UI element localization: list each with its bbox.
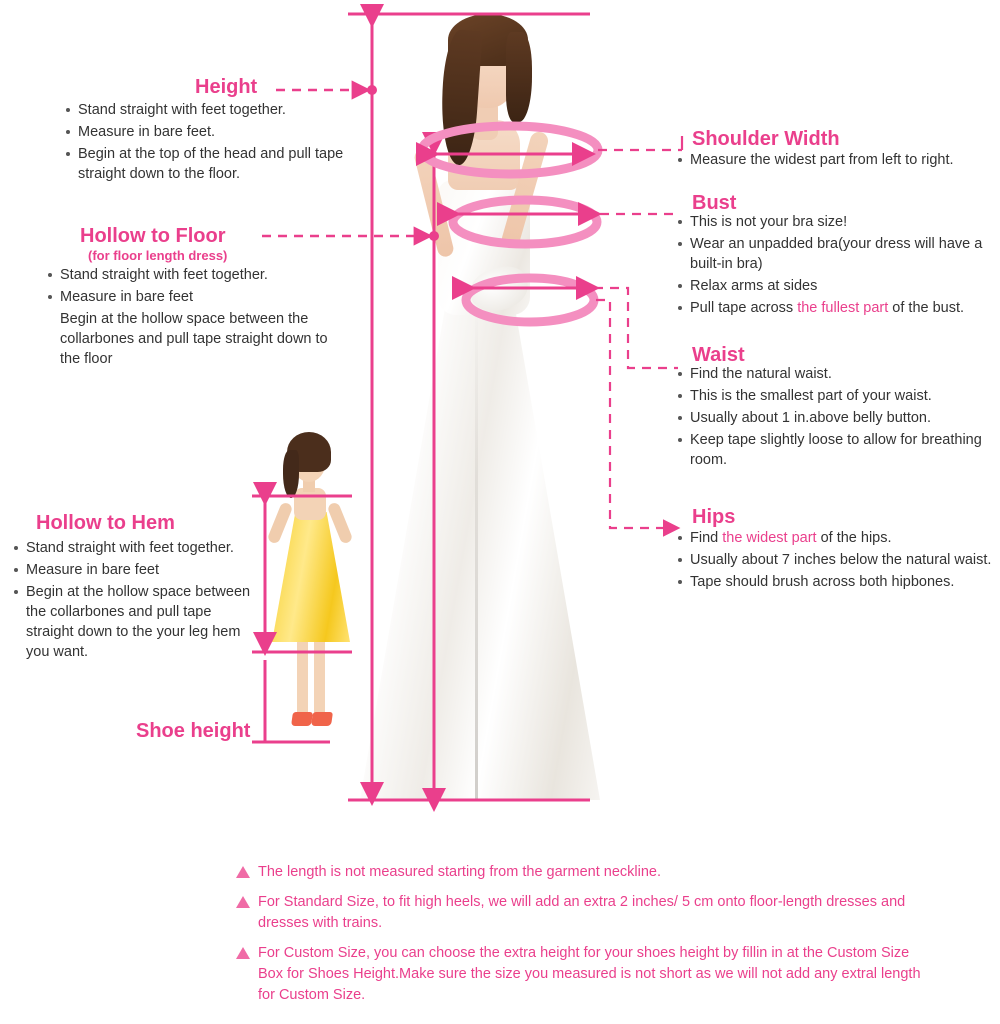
list-item: Stand straight with feet together. <box>46 265 346 285</box>
list-item: Begin at the hollow space between the collarbones and pull tape straight down to the floor <box>60 311 328 367</box>
girl-right-shoe <box>311 712 333 726</box>
hollow-to-hem-heading: Hollow to Hem <box>36 512 175 534</box>
footnote-text: For Custom Size, you can choose the extra height for your shoes height by fillin in at the Custom Size Box for Shoes Height.Make sure the size you measured is not short as we will not add any extral length for Custom Size. <box>258 945 921 1003</box>
list-item: Measure in bare feet <box>46 287 346 307</box>
footnote-text: For Standard Size, to fit high heels, we will add an extra 2 inches/ 5 cm onto floor-length dresses and dresses with trains. <box>258 894 906 931</box>
list-item: Measure in bare feet. <box>64 122 364 142</box>
list-item: Relax arms at sides <box>676 276 996 296</box>
footnote-text: The length is not measured starting from the garment neckline. <box>258 864 661 880</box>
warning-triangle-icon <box>236 947 250 959</box>
waist-list <box>676 364 996 472</box>
list-item: Tape should brush across both hipbones. <box>676 572 996 592</box>
list-item: Measure the widest part from left to right. <box>676 150 996 170</box>
list-item: Usually about 1 in.above belly button. <box>676 408 996 428</box>
hollow-to-hem-list <box>12 538 254 664</box>
hollow-to-floor-heading: Hollow to Floor <box>80 225 226 247</box>
girl-torso <box>294 488 326 520</box>
list-item-hips-widest: Find the widest part of the hips. <box>676 528 996 548</box>
height-heading: Height <box>195 76 258 98</box>
girl-left-leg <box>297 638 308 716</box>
girl-hair-strand <box>283 450 299 498</box>
list-item: This is not your bra size! <box>676 212 996 232</box>
list-item: Measure in bare feet <box>12 560 254 580</box>
hollow-to-floor-subheading: (for floor length dress) <box>88 248 228 263</box>
list-item: Stand straight with feet together. <box>64 100 364 120</box>
warning-triangle-icon <box>236 896 250 908</box>
bust-highlight-phrase: the fullest part <box>797 300 889 316</box>
hips-highlight-phrase: the widest part <box>722 530 817 546</box>
list-item: Keep tape slightly loose to allow for breathing room. <box>676 430 996 470</box>
girl-left-shoe <box>291 712 313 726</box>
bust-heading: Bust <box>692 192 737 214</box>
footnote-1 <box>232 862 932 883</box>
list-item: Stand straight with feet together. <box>12 538 254 558</box>
hips-list <box>676 528 996 594</box>
list-item: Begin at the hollow space between the collarbones and pull tape straight down to the your leg hem you want. <box>12 582 254 662</box>
list-item: Wear an unpadded bra(your dress will have a built-in bra) <box>676 234 996 274</box>
waist-heading: Waist <box>692 344 745 366</box>
hips-heading: Hips <box>692 506 736 528</box>
girl-right-leg <box>314 638 325 716</box>
list-item-bust-fullest: Pull tape across the fullest part of the bust. <box>676 298 996 318</box>
footnotes <box>232 862 932 1015</box>
bride-hair-right-strand <box>506 32 532 122</box>
short-dress-figure-illustration <box>250 430 380 750</box>
shoe-height-heading: Shoe height <box>136 720 251 742</box>
footnote-3 <box>232 943 932 1006</box>
list-item: Begin at the top of the head and pull tape straight down to the floor. <box>64 144 364 184</box>
list-item: Find the natural waist. <box>676 364 996 384</box>
hollow-to-floor-list <box>46 265 346 371</box>
height-list <box>64 100 364 186</box>
shoulder-width-list <box>676 150 996 172</box>
warning-triangle-icon <box>236 866 250 878</box>
bride-skirt <box>360 300 600 800</box>
girl-left-arm <box>267 501 294 544</box>
shoulder-width-heading: Shoulder Width <box>692 128 840 150</box>
list-item: This is the smallest part of your waist. <box>676 386 996 406</box>
footnote-2 <box>232 892 932 934</box>
bust-list <box>676 212 996 320</box>
list-item: Usually about 7 inches below the natural waist. <box>676 550 996 570</box>
